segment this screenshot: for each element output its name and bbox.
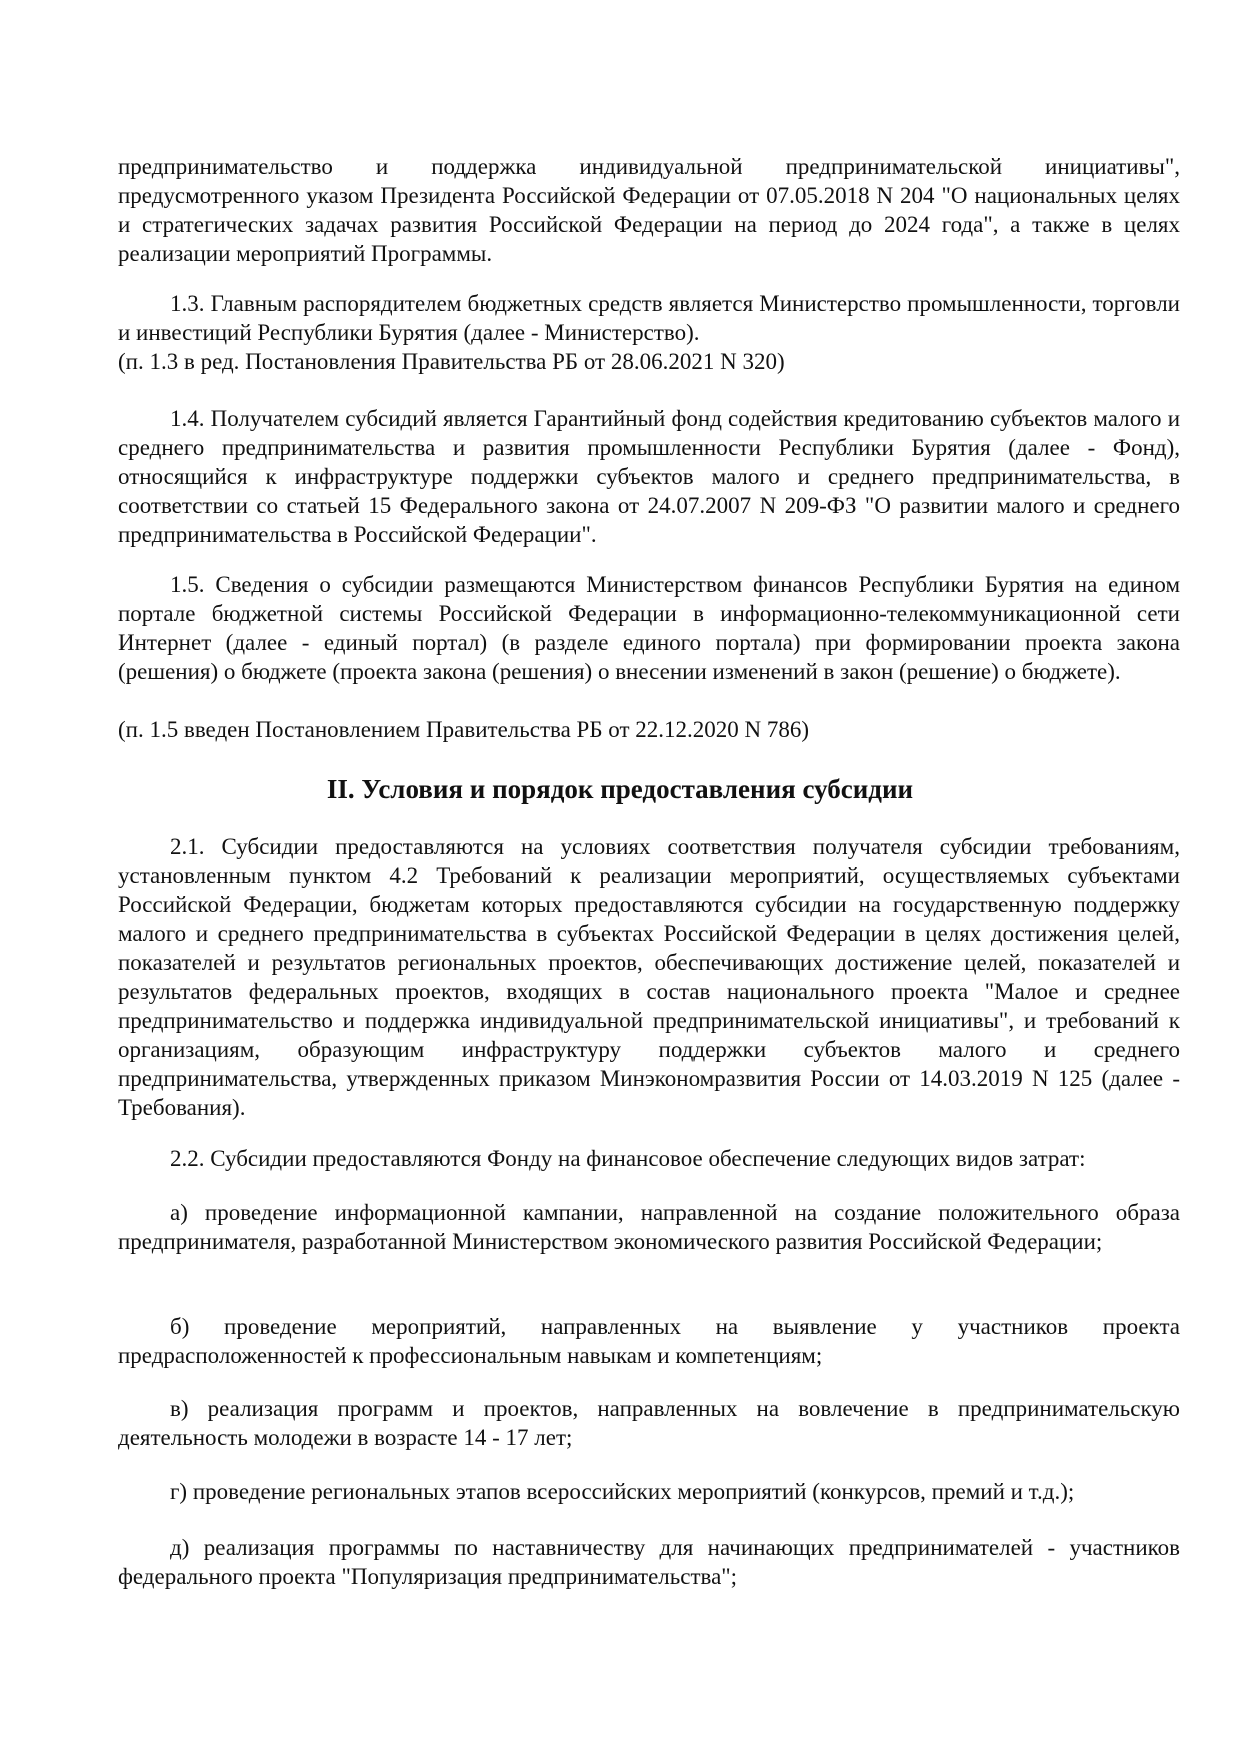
list-item-g: г) проведение региональных этапов всероссийских мероприятий (конкурсов, премий и т.д.); xyxy=(170,1479,1075,1504)
paragraph-1-3: 1.3. Главным распорядителем бюджетных средств является Министерство промышленности, торговли и инвестиций Республики Бурятия (далее - Министерство). xyxy=(118,291,1180,345)
list-item-v: в) реализация программ и проектов, направленных на вовлечение в предпринимательскую деятельность молодежи в возрасте 14 - 17 лет; xyxy=(118,1396,1180,1450)
paragraph-1-5: 1.5. Сведения о субсидии размещаются Министерством финансов Республики Бурятия на едином портале бюджетной системы Российской Федерации в информационно-телекоммуникационной сети Интернет (далее - единый портал) (в разделе единого портала) при формировании проекта закона (решения) о бюджете (проекта закона (решения) о внесении изменений в закон (решение) о бюджете). xyxy=(118,572,1180,684)
section-heading-2: II. Условия и порядок предоставления субсидии xyxy=(326,774,914,804)
paragraph-2-1: 2.1. Субсидии предоставляются на условиях соответствия получателя субсидии требованиям, установленным пунктом 4.2 Требований к реализации мероприятий, осуществляемых субъектами Российской Федерации, бюджетам которых предоставляются субсидии на государственную поддержку малого и среднего предпринимательства в субъектах Российской Федерации в целях достижения целей, показателей и результатов региональных проектов, обеспечивающих достижение целей, показателей и результатов федеральных проектов, входящих в состав национального проекта "Малое и среднее предпринимательство и поддержка индивидуальной предпринимательской инициативы", и требований к организациям, образующим инфраструктуру поддержки субъектов малого и среднего предпринимательства, утвержденных приказом Минэкономразвития России от 14.03.2019 N 125 (далее - Требования). xyxy=(118,834,1180,1120)
amendment-note-1-5: (п. 1.5 введен Постановлением Правительства РБ от 22.12.2020 N 786) xyxy=(118,717,810,742)
list-item-a: а) проведение информационной кампании, направленной на создание положительного образа предпринимателя, разработанной Министерством экономического развития Российской Федерации; xyxy=(118,1200,1180,1254)
paragraph-1-4: 1.4. Получателем субсидий является Гарантийный фонд содействия кредитованию субъектов малого и среднего предпринимательства и развития промышленности Республики Бурятия (далее - Фонд), относящийся к инфраструктуре поддержки субъектов малого и среднего предпринимательства, в соответствии со статьей 15 Федерального закона от 24.07.2007 N 209-ФЗ "О развитии малого и среднего предпринимательства в Российской Федерации". xyxy=(118,406,1180,547)
list-item-b: б) проведение мероприятий, направленных на выявление у участников проекта предрасположенностей к профессиональным навыкам и компетенциям; xyxy=(118,1314,1180,1368)
list-item-d: д) реализация программы по наставничеству для начинающих предпринимателей - участников федерального проекта "Популяризация предпринимательства"; xyxy=(118,1535,1180,1589)
amendment-note-1-3: (п. 1.3 в ред. Постановления Правительства РБ от 28.06.2021 N 320) xyxy=(118,349,785,374)
paragraph-intro-continuation: предпринимательство и поддержка индивидуальной предпринимательской инициативы", предусмотренного указом Президента Российской Федерации от 07.05.2018 N 204 "О национальных целях и стратегических задачах развития Российской Федерации на период до 2024 года", а также в целях реализации мероприятий Программы. xyxy=(118,154,1180,266)
paragraph-2-2: 2.2. Субсидии предоставляются Фонду на финансовое обеспечение следующих видов затрат: xyxy=(170,1146,1086,1171)
